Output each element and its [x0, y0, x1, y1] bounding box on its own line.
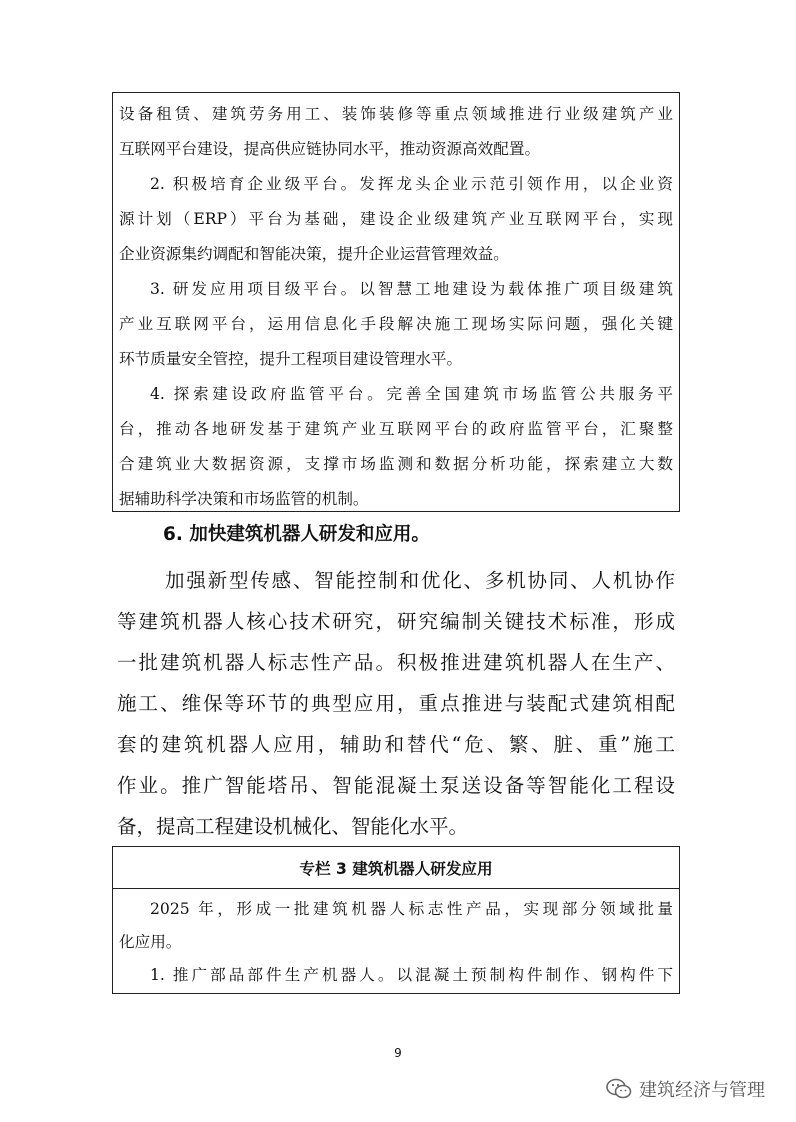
column-box-continued: [112, 92, 680, 512]
text-line: 1. 推广部品部件生产机器人。以混凝土预制构件制作、钢构件下: [150, 966, 673, 984]
text-line: 环节质量安全管控，提升工程项目建设管理水平。: [119, 350, 463, 368]
section-heading: 6. 加快建筑机器人研发和应用。: [163, 524, 430, 545]
text-line: 源计划（ERP）平台为基础，建设企业级建筑产业互联网平台，实现: [119, 210, 673, 228]
text-line: 互联网平台建设，提高供应链协同水平，推动资源高效配置。: [119, 140, 541, 158]
text-line: 据辅助科学决策和市场监管的机制。: [119, 490, 369, 508]
text-line: 产业互联网平台，运用信息化手段解决施工现场实际问题，强化关键: [119, 315, 673, 333]
text-line: 台，推动各地研发基于建筑产业互联网平台的政府监管平台，汇聚整: [119, 420, 673, 438]
text-line: 2025 年，形成一批建筑机器人标志性产品，实现部分领域批量: [150, 900, 673, 918]
body-line: 套的建筑机器人应用，辅助和替代“危、繁、脏、重”施工: [117, 733, 675, 756]
watermark: [605, 1074, 765, 1104]
body-line: 作业。推广智能塔吊、智能混凝土泵送设备等智能化工程设: [117, 774, 675, 797]
text-line: 企业资源集约调配和智能决策，提升企业运营管理效益。: [119, 245, 509, 263]
page-number: 9: [394, 1046, 402, 1060]
body-line: 施工、维保等环节的典型应用，重点推进与装配式建筑相配: [117, 692, 675, 715]
text-line: 2. 积极培育企业级平台。发挥龙头企业示范引领作用，以企业资: [150, 175, 673, 193]
text-line: 合建筑业大数据资源，支撑市场监测和数据分析功能，探索建立大数: [119, 455, 673, 473]
column-box-body: [113, 889, 679, 992]
text-line: 设备租赁、建筑劳务用工、装饰装修等重点领域推进行业级建筑产业: [119, 105, 673, 123]
column-box-title: 专栏 3 建筑机器人研发应用: [113, 847, 679, 889]
column-box-3: [112, 846, 680, 994]
body-line: 一批建筑机器人标志性产品。积极推进建筑机器人在生产、: [117, 651, 675, 674]
section-body: [117, 560, 675, 847]
text-line: 化应用。: [119, 933, 182, 951]
wechat-icon: [605, 1077, 633, 1101]
text-line: 4. 探索建设政府监管平台。完善全国建筑市场监管公共服务平: [150, 385, 673, 403]
body-line: 等建筑机器人核心技术研究，研究编制关键技术标准，形成: [117, 610, 675, 633]
body-line: 备，提高工程建设机械化、智能化水平。: [117, 815, 469, 838]
body-line: 加强新型传感、智能控制和优化、多机协同、人机协作: [165, 569, 675, 592]
watermark-text: 建筑经济与管理: [639, 1080, 765, 1101]
text-line: 3. 研发应用项目级平台。以智慧工地建设为载体推广项目级建筑: [150, 280, 673, 298]
